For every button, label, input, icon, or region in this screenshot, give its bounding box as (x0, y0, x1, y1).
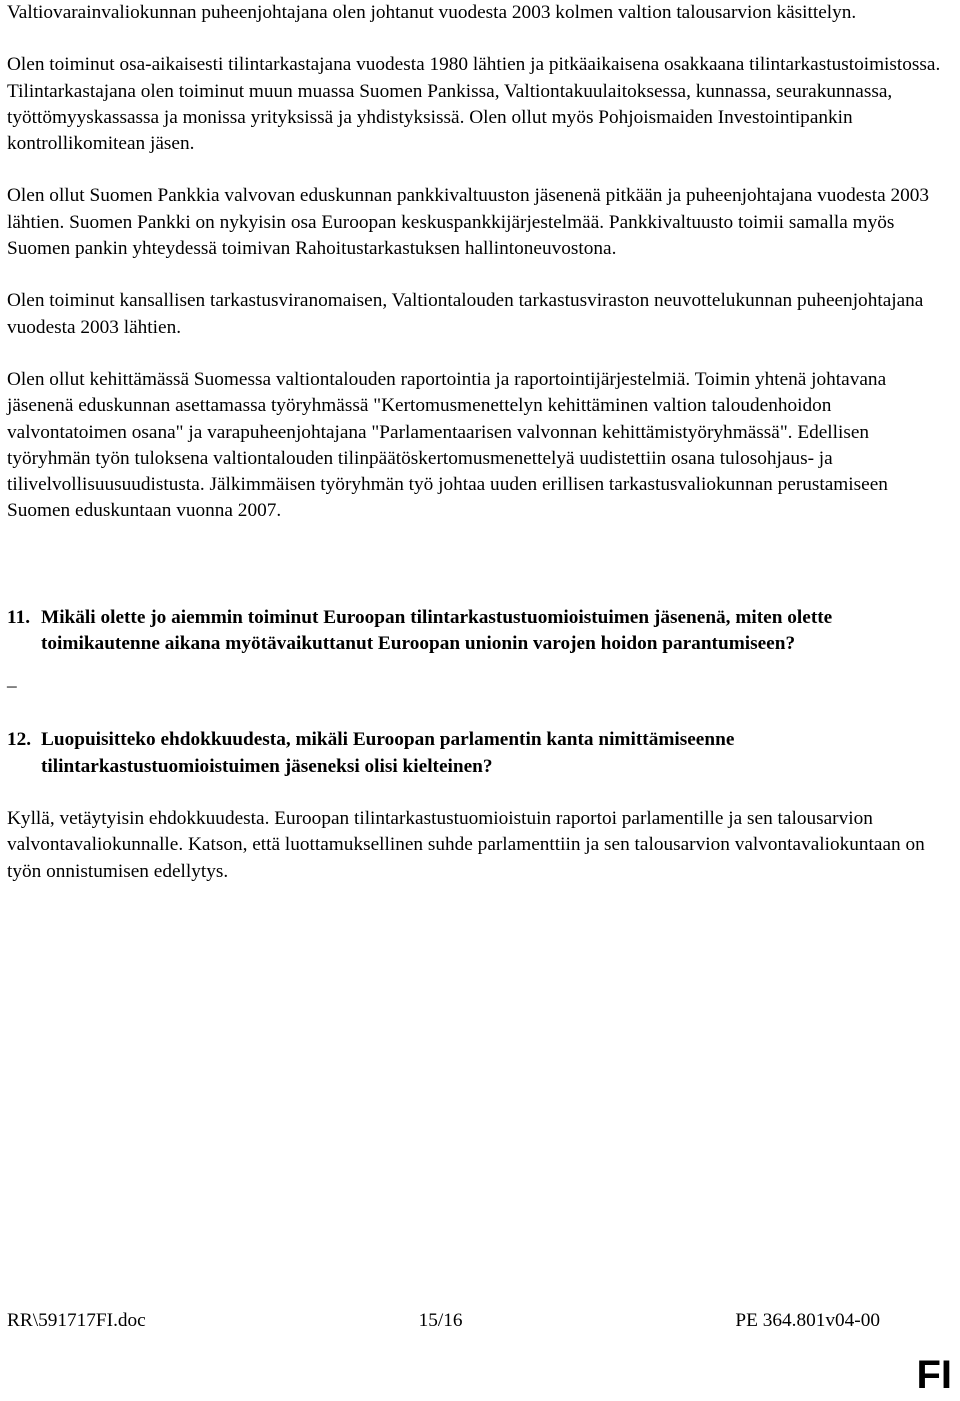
paragraph-national-audit-office: Olen toiminut kansallisen tarkastusviranomaisen, Valtiontalouden tarkastusviraston neuvottelukunnan puheenjohtajana vuodesta 2003 lähtien. (7, 290, 924, 338)
paragraph-bank-supervisory-board: Olen ollut Suomen Pankkia valvovan eduskunnan pankkivaltuuston jäsenenä pitkään ja puheenjohtajana vuodesta 2003 lähtien. Suomen Pankki on nykyisin osa Euroopan keskuspankkijärjestelmää. Pankkivaltuusto toimii samalla myös Suomen pankin yhteydessä toimivan Rahoitustarkastuksen hallintoneuvostona. (7, 185, 930, 260)
paragraph-budget-committee: Valtiovarainvaliokunnan puheenjohtajana olen johtanut vuodesta 2003 kolmen valtion talousarvion käsittelyn. (7, 2, 857, 23)
question-12-text: Luopuisitteko ehdokkuudesta, mikäli Euroopan parlamentin kanta nimittämiseenne tilintarkastustuomioistuimen jäseneksi olisi kielteinen? (41, 729, 735, 777)
paragraph-auditor-experience: Olen toiminut osa-aikaisesti tilintarkastajana vuodesta 1980 lähtien ja pitkäaikaisena osakkaana tilintarkastustoimistossa. Tilintarkastajana olen toiminut muun muassa Suomen Pankissa, Valtiontakuulaitoksessa, kunnassa, seurakunnassa, työttömyyskassassa ja monissa yrityksissä ja yhdistyksissä. Olen ollut myös Pohjoismaiden Investointipankin kontrollikomitean jäsen. (7, 54, 941, 155)
question-11 (7, 605, 947, 658)
paragraph-reporting-development: Olen ollut kehittämässä Suomessa valtiontalouden raportointia ja raportointijärjestelmiä. Toimin yhtenä johtavana jäsenenä eduskunnan asettamassa työryhmässä "Kertomusmenettelyn kehittäminen valtion taloudenhoidon valvontatoimen osana" ja varapuheenjohtajana "Parlamentaarisen valvonnan kehittämistyöryhmässä". Edellisen työryhmän työn tuloksena valtiontalouden tilinpäätöskertomusmenettelyä uudistettiin osana tulosohjaus- ja tilivelvollisuusuudistusta. Jälkimmäisen työryhmän työ johtaa uuden erillisen tarkastusvaliokunnan perustamiseen Suomen eduskuntaan vuonna 2007. (7, 368, 888, 522)
document-body (7, 0, 947, 885)
question-12 (7, 727, 947, 780)
page-footer (7, 1309, 880, 1333)
footer-page-number: 15/16 (418, 1310, 463, 1331)
question-11-answer: _ (7, 669, 17, 691)
footer-pe-ref: PE 364.801v04-00 (735, 1310, 880, 1331)
footer-doc-ref: RR\591717FI.doc (7, 1310, 146, 1331)
language-code: FI (916, 1353, 952, 1397)
question-12-number: 12. (7, 729, 32, 751)
question-11-number: 11. (7, 606, 31, 628)
question-11-text: Mikäli olette jo aiemmin toiminut Euroopan tilintarkastustuomioistuimen jäsenenä, miten olette toimikautenne aikana myötävaikuttanut Euroopan unionin varojen hoidon parantumiseen? (41, 606, 833, 655)
question-12-answer: Kyllä, vetäytyisin ehdokkuudesta. Euroopan tilintarkastustuomioistuin raportoi parlamentille ja sen talousarvion valvontavaliokunnalle. Katson, että luottamuksellinen suhde parlamenttiin ja sen talousarvion valvontavaliokuntaan on työn onnistumisen edellytys. (7, 807, 925, 882)
